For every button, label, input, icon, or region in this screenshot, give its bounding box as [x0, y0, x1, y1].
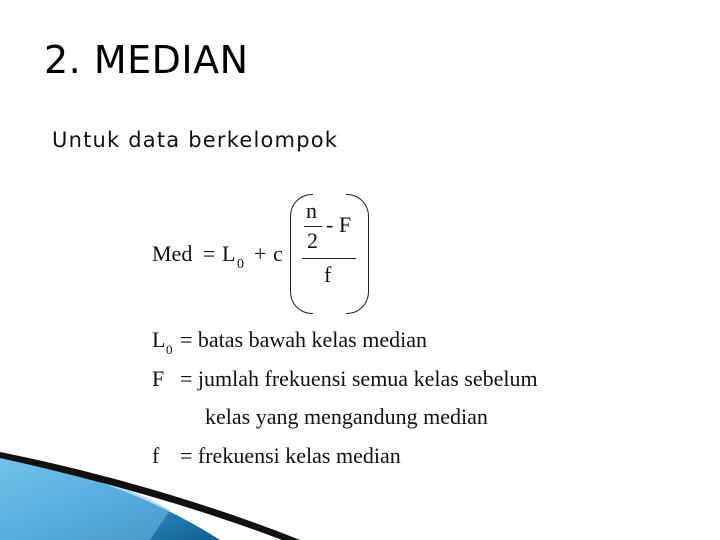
def-F-text: = jumlah frekuensi semua kelas sebelum [180, 366, 538, 391]
formula-plus: + [254, 241, 267, 266]
formula-L-subscript: 0 [237, 257, 244, 272]
formula-c: c [273, 241, 283, 266]
formula-num-n: n [306, 198, 317, 223]
formula-den-f: f [324, 262, 332, 287]
formula-minus-F: - F [326, 212, 352, 237]
def-F-text-continued: kelas yang mengandung median [205, 404, 488, 429]
page-title: 2. MEDIAN [44, 38, 249, 82]
formula-L: L [222, 241, 236, 266]
formula-equals: = [203, 241, 216, 266]
def-L0-symbol: L [152, 327, 166, 352]
subtitle: Untuk data berkelompok [52, 128, 339, 152]
formula-med: Med [152, 241, 193, 266]
def-f-text: = frekuensi kelas median [180, 443, 401, 468]
def-L0-subscript: 0 [166, 342, 173, 357]
def-F-symbol: F [152, 366, 165, 391]
def-f-symbol: f [152, 443, 160, 468]
def-L0-text: = batas bawah kelas median [180, 327, 427, 352]
formula-num-2: 2 [307, 228, 318, 253]
